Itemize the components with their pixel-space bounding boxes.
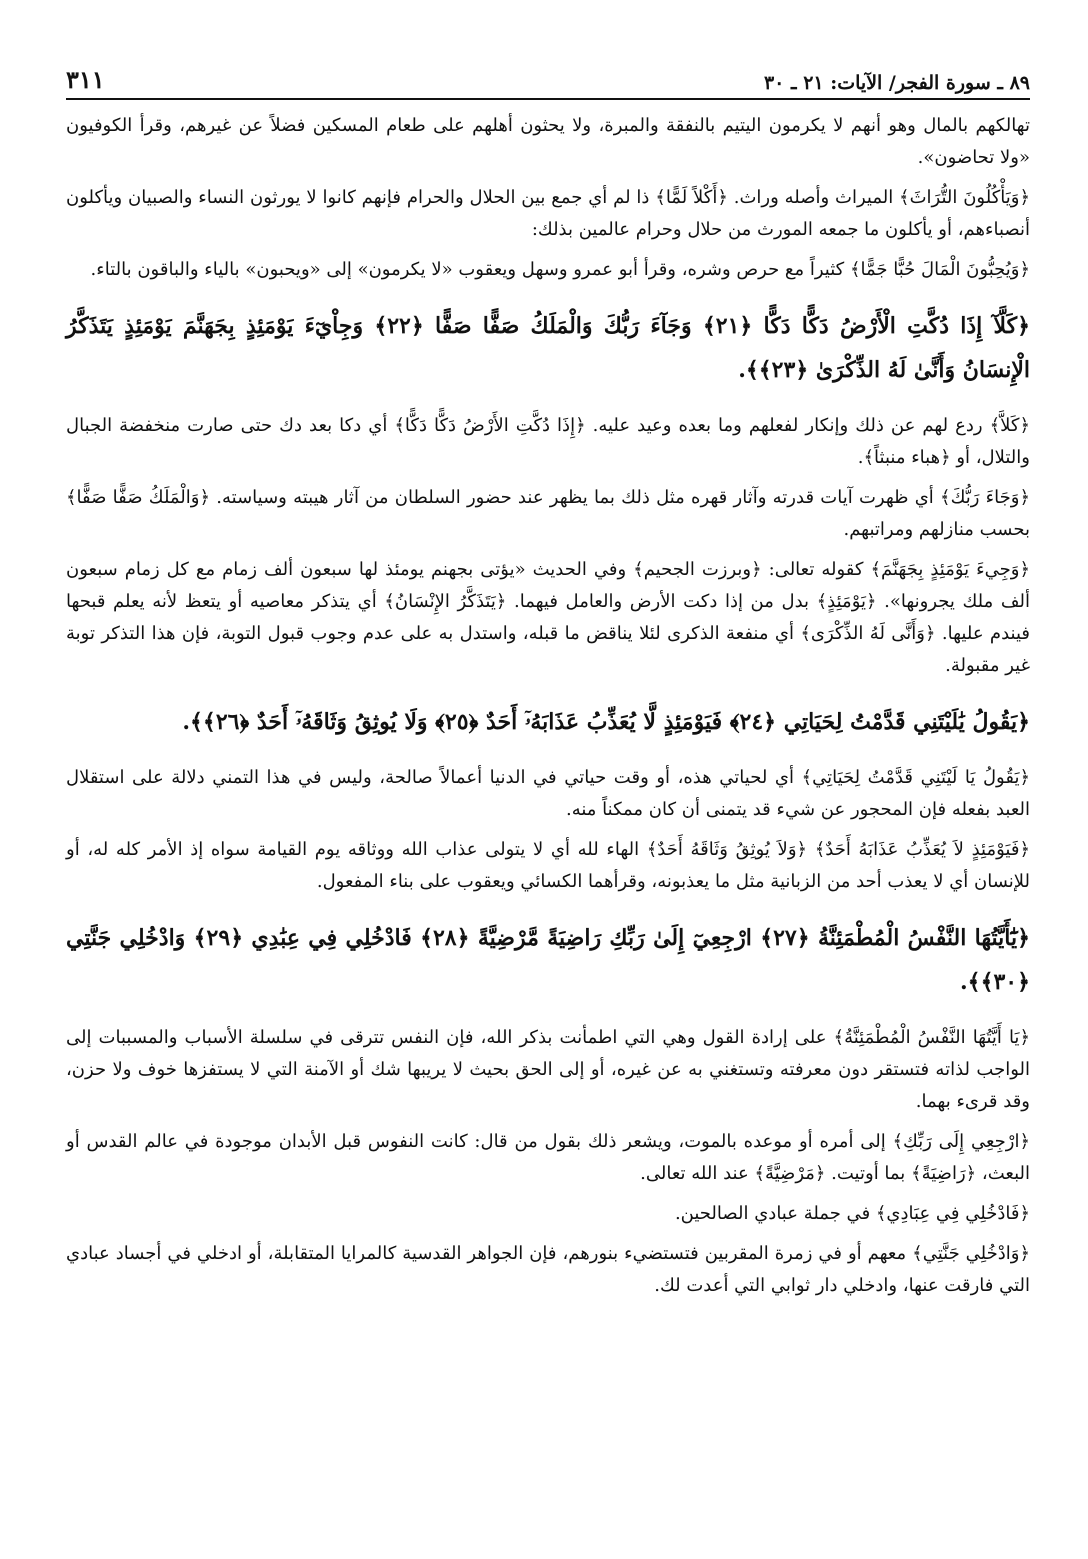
quran-verses: ﴿يَقُولُ يَٰلَيْتَنِي قَدَّمْتُ لِحَيَاتِي ﴿٢٤﴾ فَيَوْمَئِذٍ لَّا يُعَذِّبُ عَذَابَهُۥٓ أَحَدٌ ﴿٢٥﴾ وَلَا يُوثِقُ وَثَاقَهُۥٓ أَحَدٌ ﴿٢٦﴾﴾. (182, 709, 1030, 735)
page-number: ٣١١ (66, 65, 105, 94)
header-rule (66, 98, 1030, 100)
paragraph: ﴿يَا أَيَّتُهَا النَّفْسُ الْمُطْمَئِنَّةُ﴾ على إرادة القول وهي التي اطمأنت بذكر الله، فإن النفس تترقى في سلسلة الأسباب والمسببات إلى الواجب لذاته فتستقر دون معرفته وتستغني به عن غيره، أو إلى الحق بحيث لا يريبها شك أو الآمنة التي لا يستفزها خوف ولا حزن، وقد قرىء بهما. (66, 1027, 1030, 1112)
paragraph: ﴿فَادْخُلِي فِي عِبَادِي﴾ في جملة عبادي الصالحين. (674, 1203, 1030, 1224)
paragraph: ﴿وَجِيءَ يَوْمَئِذٍ بِجَهَنَّمَ﴾ كقوله تعالى: ﴿وبرزت الجحيم﴾ وفي الحديث «يؤتى بجهنم يومئذ لها سبعون ألف زمام مع كل زمام سبعون ألف ملك يجرونها». ﴿يَوْمَئِذٍ﴾ بدل من إذا دكت الأرض والعامل فيهما. ﴿يَتَذَكَّرُ الإِنْسَانُ﴾ أي يتذكر معاصيه أو يتعظ لأنه يعلم قبحها فيندم عليها. ﴿وَأَنَّى لَهُ الذِّكْرَى﴾ أي منفعة الذكرى لئلا يناقض ما قبله، واستدل به على عدم وجوب قبول التوبة، فإن هذا التذكر توبة غير مقبولة. (66, 559, 1030, 676)
paragraph: ﴿يَقُولُ يَا لَيْتَنِي قَدَّمْتُ لِحَيَاتِي﴾ أي لحياتي هذه، أو وقت حياتي في الدنيا أعمالاً صالحة، وليس في هذا التمني دلالة على استقلال العبد بفعله فإن المحجور عن شيء قد يتمنى أن كان ممكناً منه. (66, 767, 1030, 820)
page-header (66, 52, 1030, 94)
paragraph: ﴿فَيَوْمَئِذٍ لاَ يُعَذِّبُ عَذَابَهُ أَحَدٌ﴾ ﴿وَلاَ يُوثِقُ وَثَاقَهُ أَحَدٌ﴾ الهاء لله أي لا يتولى عذاب الله ووثاقه يوم القيامة سواه إذ الأمر كله له، أو للإنسان أي لا يعذب أحد من الزبانية مثل ما يعذبونه، وقرأهما الكسائي ويعقوب على بناء المفعول. (66, 839, 1030, 892)
quran-verses: ﴿يَٰٓأَيَّتُهَا النَّفْسُ الْمُطْمَئِنَّةُ ﴿٢٧﴾ ارْجِعِيٓ إِلَىٰ رَبِّكِ رَاضِيَةً مَّرْضِيَّةً ﴿٢٨﴾ فَادْخُلِي فِي عِبَٰدِي ﴿٢٩﴾ وَادْخُلِي جَنَّتِي ﴿٣٠﴾﴾. (66, 925, 1030, 995)
paragraph: ﴿وَجَاءَ رَبُّكَ﴾ أي ظهرت آيات قدرته وآثار قهره مثل ذلك بما يظهر عند حضور السلطان من آثار هيبته وسياسته. ﴿وَالْمَلَكُ صَفًّا صَفًّا﴾ بحسب منازلهم ومراتبهم. (66, 487, 1030, 540)
paragraph: تهالكهم بالمال وهو أنهم لا يكرمون اليتيم بالنفقة والمبرة، ولا يحثون أهلهم على طعام المسكين فضلاً عن غيرهم، وقرأ الكوفيون «ولا تحاضون». (66, 115, 1030, 168)
quran-verses: ﴿كَلَّآ إِذَا دُكَّتِ الْأَرْضُ دَكًّا دَكًّا ﴿٢١﴾ وَجَآءَ رَبُّكَ وَالْمَلَكُ صَفًّا صَفًّا ﴿٢٢﴾ وَجِاْيٓءَ يَوْمَئِذٍ بِجَهَنَّمَ يَوْمَئِذٍ يَتَذَكَّرُ الْإِنسَانُ وَأَنَّىٰ لَهُ الذِّكْرَىٰ ﴿٢٣﴾﴾. (66, 313, 1031, 383)
paragraph: ﴿وَادْخُلِي جَنَّتِي﴾ معهم أو في زمرة المقربين فتستضيء بنورهم، فإن الجواهر القدسية كالمرايا المتقابلة، أو ادخلي في أجساد عبادي التي فارقت عنها، وادخلي دار ثوابي التي أعدت لك. (66, 1243, 1030, 1296)
page-body (66, 110, 1030, 1302)
paragraph: ﴿ارْجِعِي إِلَى رَبِّكِ﴾ إلى أمره أو موعده بالموت، ويشعر ذلك بقول من قال: كانت النفوس قبل الأبدان موجودة في عالم القدس أو البعث، ﴿رَاضِيَةً﴾ بما أوتيت. ﴿مَرْضِيَّةً﴾ عند الله تعالى. (66, 1131, 1030, 1184)
paragraph: ﴿كَلاَّ﴾ ردع لهم عن ذلك وإنكار لفعلهم وما بعده وعيد عليه. ﴿إِذَا دُكَّتِ الأَرْضُ دَكًّا دَكًّا﴾ أي دكا بعد دك حتى صارت منخفضة الجبال والتلال، أو ﴿هباء منبثاً﴾. (66, 415, 1030, 468)
paragraph: ﴿وَيُحِبُّونَ الْمَالَ حُبًّا جَمًّا﴾ كثيراً مع حرص وشره، وقرأ أبو عمرو وسهل ويعقوب «لا يكرمون» إلى «ويحبون» بالياء والباقون بالتاء. (90, 259, 1030, 280)
running-title: ٨٩ ـ سورة الفجر/ الآيات: ٢١ ـ ٣٠ (763, 72, 1030, 94)
paragraph: ﴿وَيَأْكُلُونَ التُّرَاثَ﴾ الميراث وأصله وراث. ﴿أَكْلاً لَمًّا﴾ ذا لم أي جمع بين الحلال والحرام فإنهم كانوا لا يورثون النساء والصبيان ويأكلون أنصباءهم، أو يأكلون ما جمعه المورث من حلال وحرام عالمين بذلك: (66, 187, 1030, 240)
